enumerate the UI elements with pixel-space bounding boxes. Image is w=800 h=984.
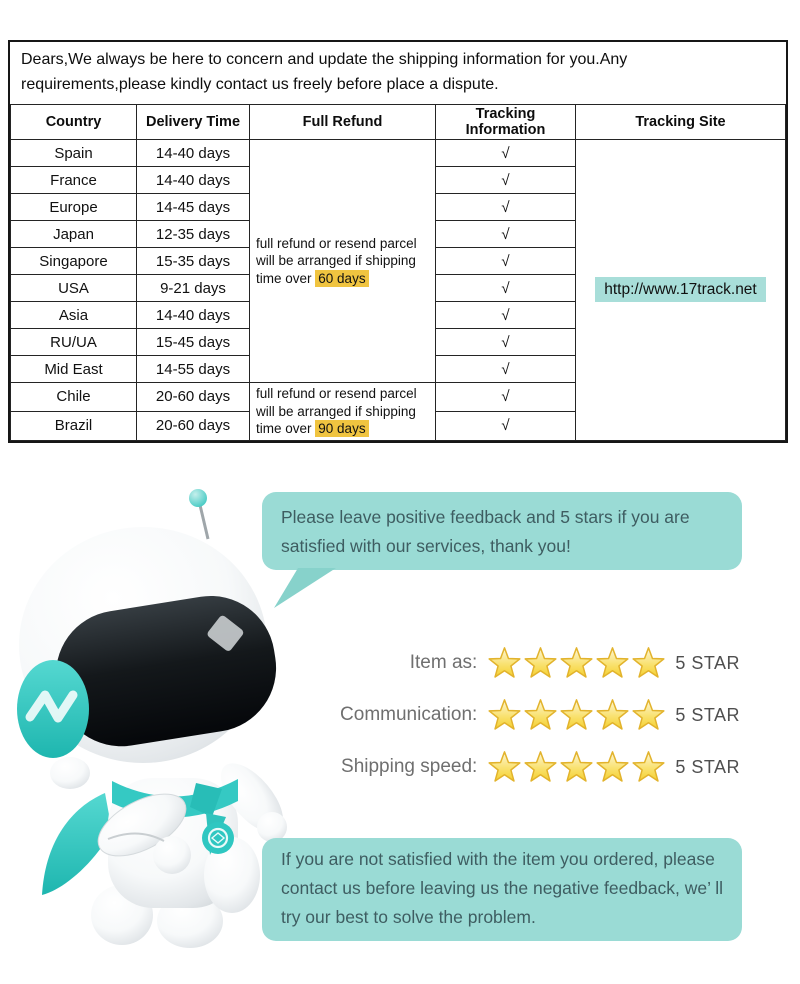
country-cell: Brazil [11, 411, 137, 440]
star-icon [595, 698, 630, 732]
rating-label: Item as: [409, 652, 478, 673]
delivery-time-cell: 14-40 days [137, 302, 250, 329]
tracking-check-cell: √ [436, 248, 576, 275]
robot-ear [17, 660, 90, 789]
delivery-time-cell: 9-21 days [137, 275, 250, 302]
star-icon [631, 698, 666, 732]
star-icon [523, 750, 558, 784]
rating-row [340, 637, 740, 689]
rating-label: Shipping speed: [341, 756, 478, 777]
rating-note: 5 STAR [675, 652, 740, 673]
star-rating [487, 698, 667, 732]
speech-bubble-bottom [262, 838, 742, 941]
delivery-time-cell: 12-35 days [137, 221, 250, 248]
star-rating [487, 646, 667, 680]
tracking-check-cell: √ [436, 411, 576, 440]
tracking-check-cell: √ [436, 167, 576, 194]
refund-policy-cell: full refund or resend parcel will be arranged if shipping time over 60 days [250, 140, 436, 383]
speech-bubble-top [262, 492, 742, 570]
country-cell: USA [11, 275, 137, 302]
delivery-time-cell: 14-55 days [137, 356, 250, 383]
country-cell: Japan [11, 221, 137, 248]
tracking-check-cell: √ [436, 356, 576, 383]
star-icon [559, 750, 594, 784]
star-icon [523, 698, 558, 732]
column-header: Tracking Site [576, 105, 786, 140]
feedback-ratings [340, 637, 740, 793]
delivery-time-cell: 15-45 days [137, 329, 250, 356]
shipping-table [10, 104, 786, 441]
robot-badge-icon [202, 822, 234, 854]
rating-note: 5 STAR [675, 756, 740, 777]
tracking-check-cell: √ [436, 140, 576, 167]
robot-antenna-icon [189, 489, 208, 539]
refund-policy-cell: full refund or resend parcel will be arranged if shipping time over 90 days [250, 383, 436, 441]
delivery-time-cell: 20-60 days [137, 383, 250, 412]
bubble-tail-icon [274, 568, 336, 608]
refund-days-highlight: 90 days [315, 420, 368, 437]
tracking-check-cell: √ [436, 275, 576, 302]
column-header: Country [11, 105, 137, 140]
column-header: Full Refund [250, 105, 436, 140]
rating-row [340, 689, 740, 741]
country-cell: Chile [11, 383, 137, 412]
country-cell: Europe [11, 194, 137, 221]
refund-days-highlight: 60 days [315, 270, 368, 287]
tracking-check-cell: √ [436, 302, 576, 329]
delivery-time-cell: 15-35 days [137, 248, 250, 275]
country-cell: Asia [11, 302, 137, 329]
shipping-notice: Dears,We always be here to concern and update the shipping information for you.Any requirements,please kindly contact us freely before place a dispute. [21, 51, 628, 93]
star-icon [487, 646, 522, 680]
table-header-row [11, 105, 786, 140]
country-cell: RU/UA [11, 329, 137, 356]
star-rating [487, 750, 667, 784]
star-icon [559, 698, 594, 732]
country-cell: Singapore [11, 248, 137, 275]
country-cell: France [11, 167, 137, 194]
rating-row [340, 741, 740, 793]
star-icon [487, 698, 522, 732]
star-icon [487, 750, 522, 784]
bubble-bottom-text: If you are not satisfied with the item you ordered, please contact us before leaving us the negative feedback, we’ ll try our best to solve the problem. [281, 849, 723, 927]
delivery-time-cell: 14-45 days [137, 194, 250, 221]
rating-note: 5 STAR [675, 704, 740, 725]
shipping-info-box [8, 40, 788, 443]
table-body [11, 140, 786, 441]
tracking-check-cell: √ [436, 221, 576, 248]
bubble-top-text: Please leave positive feedback and 5 stars if you are satisfied with our services, thank you! [281, 507, 690, 556]
tracking-check-cell: √ [436, 329, 576, 356]
star-icon [523, 646, 558, 680]
country-cell: Mid East [11, 356, 137, 383]
delivery-time-cell: 14-40 days [137, 140, 250, 167]
star-icon [595, 750, 630, 784]
star-icon [559, 646, 594, 680]
robot-mascot-illustration [0, 483, 290, 963]
delivery-time-cell: 14-40 days [137, 167, 250, 194]
star-icon [631, 646, 666, 680]
tracking-check-cell: √ [436, 194, 576, 221]
tracking-site-link[interactable]: http://www.17track.net [595, 277, 766, 302]
country-cell: Spain [11, 140, 137, 167]
tracking-check-cell: √ [436, 383, 576, 412]
table-row [11, 140, 786, 167]
delivery-time-cell: 20-60 days [137, 411, 250, 440]
column-header: Tracking Information [436, 105, 576, 140]
rating-label: Communication: [340, 704, 478, 725]
star-icon [631, 750, 666, 784]
column-header: Delivery Time [137, 105, 250, 140]
tracking-site-cell [576, 140, 786, 441]
star-icon [595, 646, 630, 680]
